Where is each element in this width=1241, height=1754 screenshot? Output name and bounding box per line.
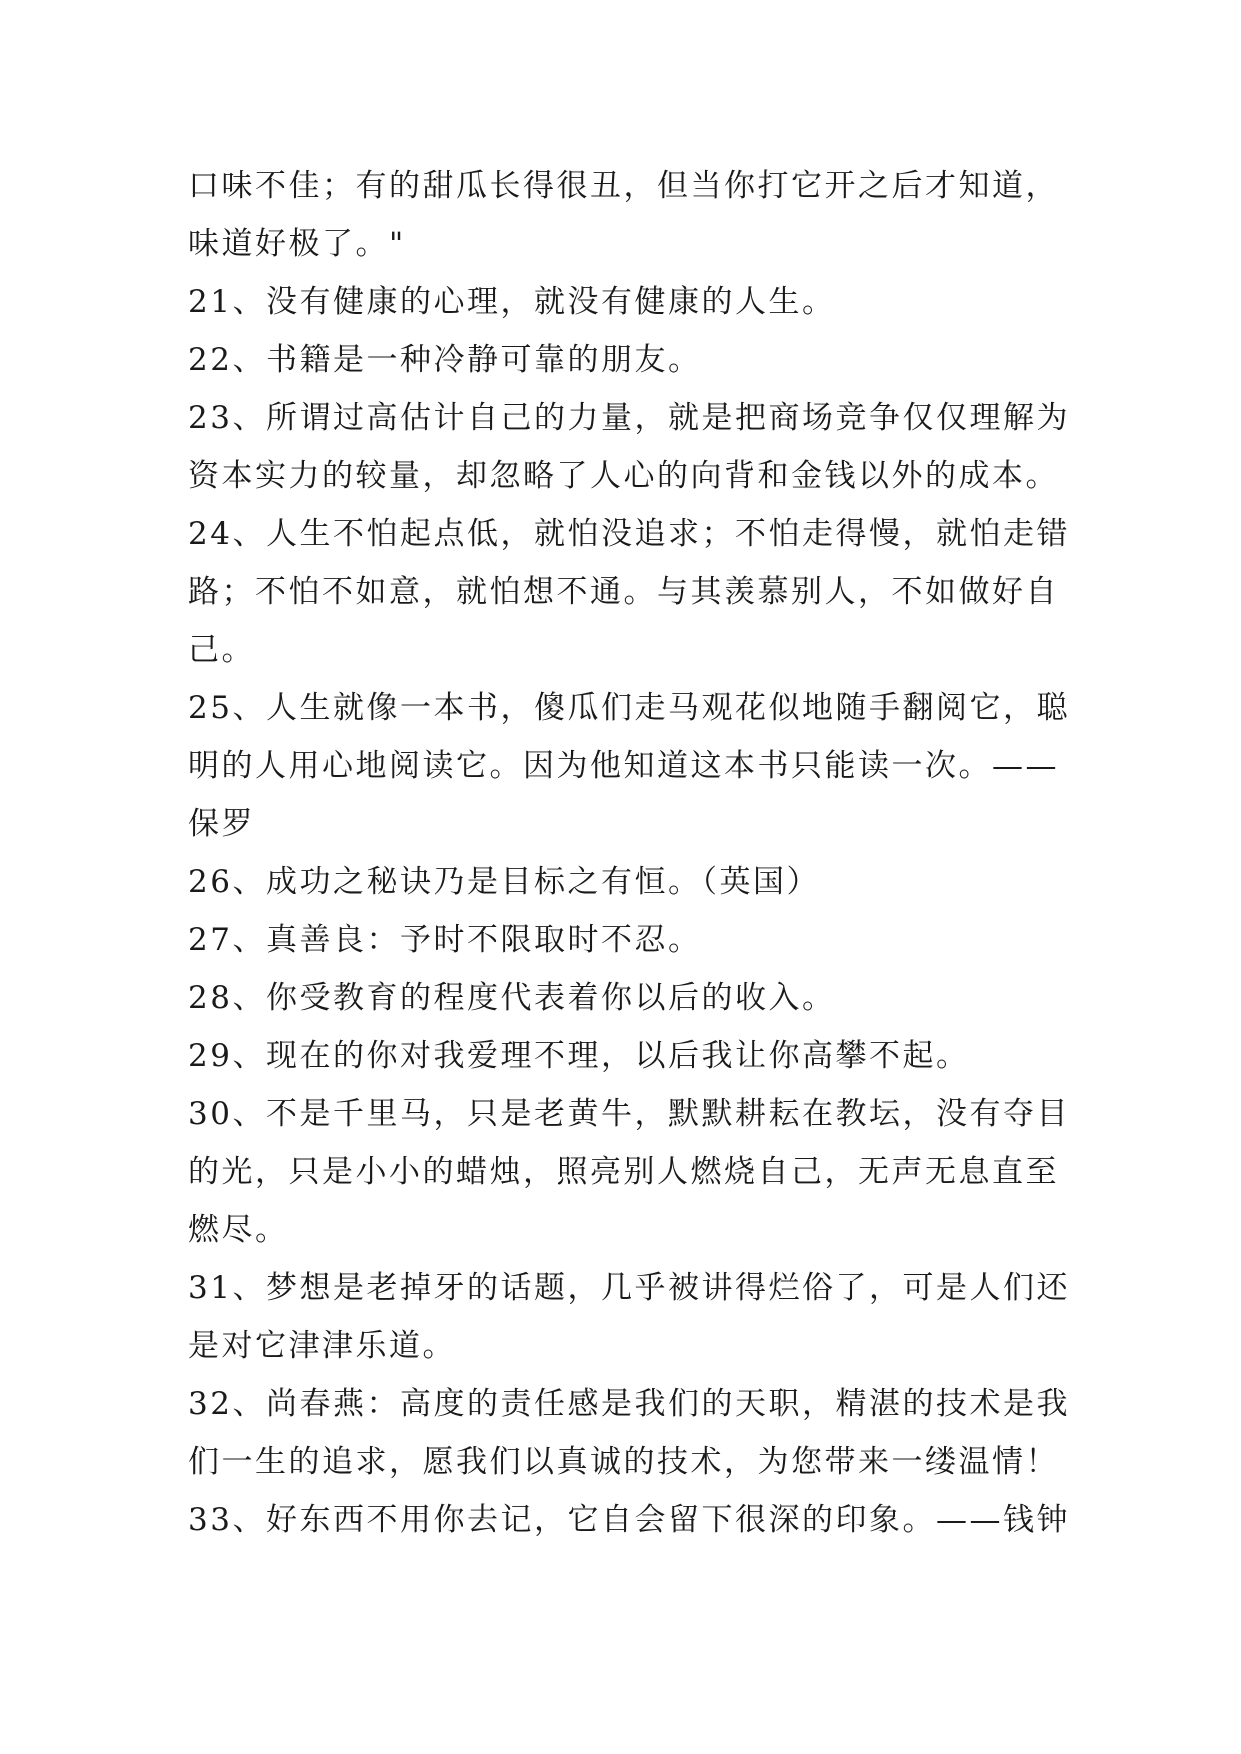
text-line: 己。 (188, 632, 255, 668)
text-line: 保罗 (188, 806, 255, 842)
text-line: 32、尚春燕：高度的责任感是我们的天职，精湛的技术是我 (188, 1386, 1070, 1422)
text-line: 29、现在的你对我爱理不理，以后我让你高攀不起。 (188, 1038, 970, 1074)
text-line: 味道好极了。" (188, 226, 406, 262)
text-line: 燃尽。 (188, 1212, 289, 1248)
text-line: 资本实力的较量，却忽略了人心的向背和金钱以外的成本。 (188, 458, 1059, 494)
text-line: 33、好东西不用你去记，它自会留下很深的印象。——钱钟 (188, 1502, 1070, 1538)
text-line: 31、梦想是老掉牙的话题，几乎被讲得烂俗了，可是人们还 (188, 1270, 1070, 1306)
text-line: 口味不佳；有的甜瓜长得很丑，但当你打它开之后才知道， (188, 168, 1059, 204)
text-line: 的光，只是小小的蜡烛，照亮别人燃烧自己，无声无息直至 (188, 1154, 1059, 1190)
text-line: 26、成功之秘诀乃是目标之有恒。（英国） (188, 864, 820, 900)
text-line: 27、真善良：予时不限取时不忍。 (188, 922, 702, 958)
text-line: 明的人用心地阅读它。因为他知道这本书只能读一次。—— (188, 748, 1059, 784)
text-line: 28、你受教育的程度代表着你以后的收入。 (188, 980, 836, 1016)
text-line: 30、不是千里马，只是老黄牛，默默耕耘在教坛，没有夺目 (188, 1096, 1070, 1132)
text-line: 22、书籍是一种冷静可靠的朋友。 (188, 342, 702, 378)
text-line: 24、人生不怕起点低，就怕没追求；不怕走得慢，就怕走错 (188, 516, 1070, 552)
text-line: 21、没有健康的心理，就没有健康的人生。 (188, 284, 836, 320)
text-line: 路；不怕不如意，就怕想不通。与其羡慕别人，不如做好自 (188, 574, 1059, 610)
text-line: 是对它津津乐道。 (188, 1328, 456, 1364)
text-line: 23、所谓过高估计自己的力量，就是把商场竞争仅仅理解为 (188, 400, 1070, 436)
text-line: 25、人生就像一本书，傻瓜们走马观花似地随手翻阅它，聪 (188, 690, 1070, 726)
quote-text-block (188, 157, 1078, 1549)
text-line: 们一生的追求，愿我们以真诚的技术，为您带来一缕温情！ (188, 1444, 1059, 1480)
